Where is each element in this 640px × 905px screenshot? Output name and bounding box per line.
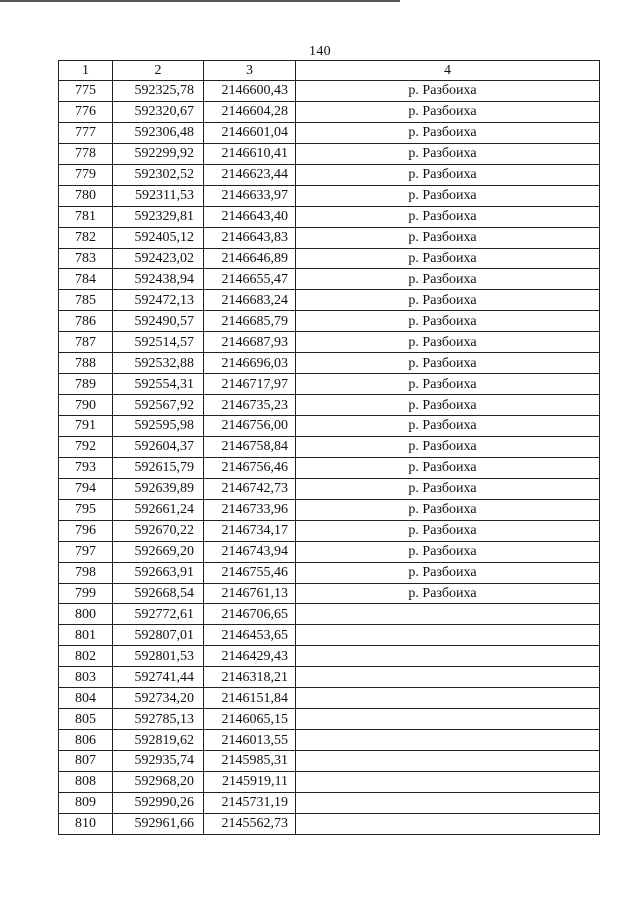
x-coordinate-cell: 592670,22 (113, 520, 204, 541)
table-row (59, 143, 600, 164)
point-number-cell: 783 (59, 248, 113, 269)
y-coordinate-cell: 2146151,84 (204, 688, 296, 709)
x-coordinate-cell: 592639,89 (113, 478, 204, 499)
table-row (59, 771, 600, 792)
x-coordinate-cell: 592801,53 (113, 646, 204, 667)
description-cell: р. Разбоиха (296, 269, 600, 290)
point-number-cell: 792 (59, 436, 113, 457)
table-body (59, 81, 600, 835)
y-coordinate-cell: 2146743,94 (204, 541, 296, 562)
x-coordinate-cell: 592968,20 (113, 771, 204, 792)
y-coordinate-cell: 2146623,44 (204, 164, 296, 185)
table-row (59, 185, 600, 206)
y-coordinate-cell: 2146756,46 (204, 457, 296, 478)
description-cell (296, 688, 600, 709)
description-cell: р. Разбоиха (296, 101, 600, 122)
description-cell (296, 751, 600, 772)
description-cell: р. Разбоиха (296, 206, 600, 227)
x-coordinate-cell: 592405,12 (113, 227, 204, 248)
description-cell (296, 625, 600, 646)
y-coordinate-cell: 2146601,04 (204, 122, 296, 143)
point-number-cell: 808 (59, 771, 113, 792)
point-number-cell: 799 (59, 583, 113, 604)
point-number-cell: 803 (59, 667, 113, 688)
table-row (59, 520, 600, 541)
table-row (59, 164, 600, 185)
y-coordinate-cell: 2146683,24 (204, 290, 296, 311)
table-row (59, 604, 600, 625)
point-number-cell: 784 (59, 269, 113, 290)
x-coordinate-cell: 592595,98 (113, 416, 204, 437)
y-coordinate-cell: 2146717,97 (204, 374, 296, 395)
column-header-1: 1 (59, 61, 113, 81)
point-number-cell: 788 (59, 353, 113, 374)
y-coordinate-cell: 2146685,79 (204, 311, 296, 332)
y-coordinate-cell: 2146453,65 (204, 625, 296, 646)
description-cell: р. Разбоиха (296, 562, 600, 583)
table-row (59, 436, 600, 457)
table-row (59, 227, 600, 248)
x-coordinate-cell: 592306,48 (113, 122, 204, 143)
table-row (59, 667, 600, 688)
table-row (59, 541, 600, 562)
x-coordinate-cell: 592668,54 (113, 583, 204, 604)
point-number-cell: 790 (59, 395, 113, 416)
table-row (59, 290, 600, 311)
y-coordinate-cell: 2146735,23 (204, 395, 296, 416)
y-coordinate-cell: 2146706,65 (204, 604, 296, 625)
x-coordinate-cell: 592532,88 (113, 353, 204, 374)
point-number-cell: 787 (59, 332, 113, 353)
y-coordinate-cell: 2146687,93 (204, 332, 296, 353)
x-coordinate-cell: 592438,94 (113, 269, 204, 290)
x-coordinate-cell: 592935,74 (113, 751, 204, 772)
x-coordinate-cell: 592807,01 (113, 625, 204, 646)
table-row (59, 583, 600, 604)
y-coordinate-cell: 2146655,47 (204, 269, 296, 290)
description-cell: р. Разбоиха (296, 395, 600, 416)
point-number-cell: 776 (59, 101, 113, 122)
x-coordinate-cell: 592961,66 (113, 813, 204, 834)
y-coordinate-cell: 2146696,03 (204, 353, 296, 374)
y-coordinate-cell: 2146646,89 (204, 248, 296, 269)
table-row (59, 206, 600, 227)
table-row (59, 625, 600, 646)
point-number-cell: 800 (59, 604, 113, 625)
y-coordinate-cell: 2146318,21 (204, 667, 296, 688)
description-cell (296, 709, 600, 730)
table-row (59, 332, 600, 353)
y-coordinate-cell: 2146065,15 (204, 709, 296, 730)
point-number-cell: 782 (59, 227, 113, 248)
x-coordinate-cell: 592472,13 (113, 290, 204, 311)
point-number-cell: 775 (59, 81, 113, 102)
description-cell (296, 667, 600, 688)
point-number-cell: 802 (59, 646, 113, 667)
description-cell: р. Разбоиха (296, 290, 600, 311)
y-coordinate-cell: 2146610,41 (204, 143, 296, 164)
table-row (59, 813, 600, 834)
description-cell: р. Разбоиха (296, 227, 600, 248)
x-coordinate-cell: 592785,13 (113, 709, 204, 730)
description-cell: р. Разбоиха (296, 164, 600, 185)
description-cell (296, 813, 600, 834)
point-number-cell: 781 (59, 206, 113, 227)
point-number-cell: 807 (59, 751, 113, 772)
x-coordinate-cell: 592329,81 (113, 206, 204, 227)
y-coordinate-cell: 2146429,43 (204, 646, 296, 667)
point-number-cell: 789 (59, 374, 113, 395)
column-header-3: 3 (204, 61, 296, 81)
description-cell: р. Разбоиха (296, 541, 600, 562)
x-coordinate-cell: 592663,91 (113, 562, 204, 583)
point-number-cell: 798 (59, 562, 113, 583)
table-row (59, 562, 600, 583)
x-coordinate-cell: 592741,44 (113, 667, 204, 688)
x-coordinate-cell: 592299,92 (113, 143, 204, 164)
x-coordinate-cell: 592320,67 (113, 101, 204, 122)
table-row (59, 374, 600, 395)
description-cell (296, 604, 600, 625)
description-cell (296, 771, 600, 792)
description-cell: р. Разбоиха (296, 457, 600, 478)
point-number-cell: 801 (59, 625, 113, 646)
table-row (59, 751, 600, 772)
table-row (59, 499, 600, 520)
y-coordinate-cell: 2146643,40 (204, 206, 296, 227)
table-row (59, 709, 600, 730)
y-coordinate-cell: 2146761,13 (204, 583, 296, 604)
x-coordinate-cell: 592604,37 (113, 436, 204, 457)
description-cell: р. Разбоиха (296, 332, 600, 353)
point-number-cell: 805 (59, 709, 113, 730)
x-coordinate-cell: 592669,20 (113, 541, 204, 562)
y-coordinate-cell: 2146733,96 (204, 499, 296, 520)
table-row (59, 81, 600, 102)
x-coordinate-cell: 592772,61 (113, 604, 204, 625)
description-cell: р. Разбоиха (296, 81, 600, 102)
page-number: 140 (309, 44, 331, 59)
table-row (59, 457, 600, 478)
description-cell: р. Разбоиха (296, 499, 600, 520)
table-header-row (59, 61, 600, 81)
y-coordinate-cell: 2146604,28 (204, 101, 296, 122)
point-number-cell: 796 (59, 520, 113, 541)
table-row (59, 395, 600, 416)
x-coordinate-cell: 592615,79 (113, 457, 204, 478)
description-cell: р. Разбоиха (296, 122, 600, 143)
description-cell: р. Разбоиха (296, 374, 600, 395)
table-row (59, 122, 600, 143)
coordinates-table (58, 60, 600, 835)
point-number-cell: 794 (59, 478, 113, 499)
point-number-cell: 793 (59, 457, 113, 478)
point-number-cell: 809 (59, 792, 113, 813)
description-cell (296, 792, 600, 813)
table-row (59, 311, 600, 332)
description-cell: р. Разбоиха (296, 478, 600, 499)
x-coordinate-cell: 592325,78 (113, 81, 204, 102)
y-coordinate-cell: 2146600,43 (204, 81, 296, 102)
x-coordinate-cell: 592554,31 (113, 374, 204, 395)
column-header-2: 2 (113, 61, 204, 81)
description-cell: р. Разбоиха (296, 583, 600, 604)
table-row (59, 101, 600, 122)
y-coordinate-cell: 2146643,83 (204, 227, 296, 248)
table-row (59, 730, 600, 751)
y-coordinate-cell: 2146742,73 (204, 478, 296, 499)
top-edge-line (0, 0, 400, 2)
table-row (59, 478, 600, 499)
x-coordinate-cell: 592819,62 (113, 730, 204, 751)
description-cell: р. Разбоиха (296, 311, 600, 332)
point-number-cell: 795 (59, 499, 113, 520)
column-header-4: 4 (296, 61, 600, 81)
description-cell (296, 646, 600, 667)
point-number-cell: 810 (59, 813, 113, 834)
y-coordinate-cell: 2145562,73 (204, 813, 296, 834)
description-cell: р. Разбоиха (296, 436, 600, 457)
x-coordinate-cell: 592661,24 (113, 499, 204, 520)
description-cell (296, 730, 600, 751)
description-cell: р. Разбоиха (296, 248, 600, 269)
x-coordinate-cell: 592990,26 (113, 792, 204, 813)
point-number-cell: 806 (59, 730, 113, 751)
x-coordinate-cell: 592302,52 (113, 164, 204, 185)
description-cell: р. Разбоиха (296, 185, 600, 206)
y-coordinate-cell: 2145731,19 (204, 792, 296, 813)
y-coordinate-cell: 2146755,46 (204, 562, 296, 583)
table-row (59, 269, 600, 290)
point-number-cell: 777 (59, 122, 113, 143)
point-number-cell: 797 (59, 541, 113, 562)
point-number-cell: 778 (59, 143, 113, 164)
table-row (59, 688, 600, 709)
description-cell: р. Разбоиха (296, 416, 600, 437)
x-coordinate-cell: 592514,57 (113, 332, 204, 353)
y-coordinate-cell: 2146758,84 (204, 436, 296, 457)
x-coordinate-cell: 592311,53 (113, 185, 204, 206)
x-coordinate-cell: 592423,02 (113, 248, 204, 269)
y-coordinate-cell: 2145985,31 (204, 751, 296, 772)
table-row (59, 416, 600, 437)
point-number-cell: 804 (59, 688, 113, 709)
x-coordinate-cell: 592734,20 (113, 688, 204, 709)
y-coordinate-cell: 2146013,55 (204, 730, 296, 751)
description-cell: р. Разбоиха (296, 143, 600, 164)
y-coordinate-cell: 2146756,00 (204, 416, 296, 437)
table-row (59, 646, 600, 667)
description-cell: р. Разбоиха (296, 353, 600, 374)
table-row (59, 353, 600, 374)
x-coordinate-cell: 592567,92 (113, 395, 204, 416)
point-number-cell: 791 (59, 416, 113, 437)
y-coordinate-cell: 2145919,11 (204, 771, 296, 792)
x-coordinate-cell: 592490,57 (113, 311, 204, 332)
description-cell: р. Разбоиха (296, 520, 600, 541)
y-coordinate-cell: 2146734,17 (204, 520, 296, 541)
point-number-cell: 785 (59, 290, 113, 311)
point-number-cell: 780 (59, 185, 113, 206)
point-number-cell: 786 (59, 311, 113, 332)
y-coordinate-cell: 2146633,97 (204, 185, 296, 206)
point-number-cell: 779 (59, 164, 113, 185)
table-row (59, 792, 600, 813)
table-row (59, 248, 600, 269)
